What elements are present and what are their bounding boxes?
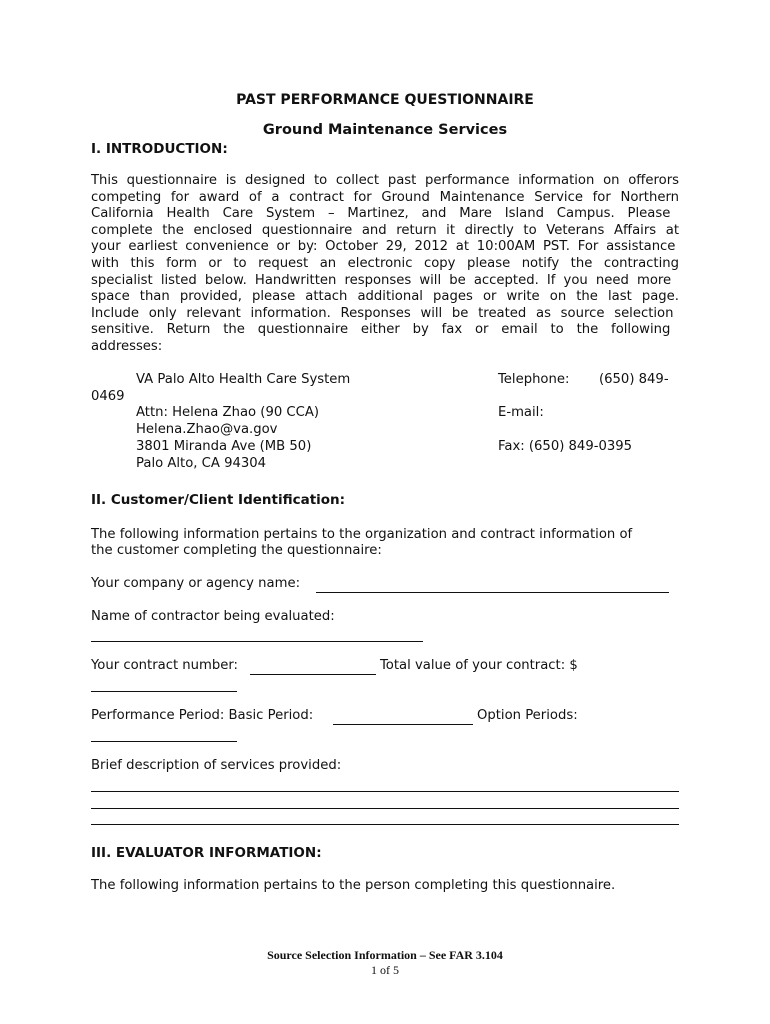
section2-intro-line: The following information pertains to the organization and contract information of [91,527,633,542]
address-attn: Attn: Helena Zhao (90 CCA) [136,405,319,420]
option-periods-label: Option Periods: [477,708,578,723]
company-name-label: Your company or agency name: [91,576,301,591]
services-description-line[interactable] [91,824,679,825]
section-heading-introduction: I. INTRODUCTION: [91,141,228,157]
telephone-wrap: 0469 [91,389,125,404]
intro-line: complete the enclosed questionnaire and return it directly to Veterans Affairs at [91,222,679,238]
intro-line: Include only relevant information. Responses will be treated as source selection [91,305,674,321]
services-description-line[interactable] [91,808,679,809]
performance-period-label: Performance Period: Basic Period: [91,708,314,723]
page-subtitle: Ground Maintenance Services [262,122,508,138]
basic-period-field[interactable] [333,724,473,725]
intro-paragraph [91,173,679,356]
total-value-label: Total value of your contract: $ [380,658,578,673]
telephone-label: Telephone: [498,372,570,387]
services-description-label: Brief description of services provided: [91,758,342,773]
email-label: E-mail: [498,405,544,420]
footer-source-selection: Source Selection Information – See FAR 3.104 [267,948,503,962]
intro-line: addresses: [91,338,163,354]
fax-number: Fax: (650) 849-0395 [498,439,633,454]
total-value-field[interactable] [91,691,237,692]
section-heading-customer: II. Customer/Client Identification: [91,492,346,508]
intro-line: with this form or to request an electronic copy please notify the contracting [91,255,679,271]
telephone-value: (650) 849- [599,372,669,387]
section3-intro: The following information pertains to the person completing this questionnaire. [91,878,616,893]
company-name-field[interactable] [316,592,669,593]
intro-line: competing for award of a contract for Ground Maintenance Service for Northern [91,189,679,205]
address-org: VA Palo Alto Health Care System [136,372,351,387]
option-periods-field[interactable] [91,741,237,742]
contractor-name-field[interactable] [91,641,423,642]
contract-number-label: Your contract number: [91,658,238,673]
intro-line: specialist listed below. Handwritten responses will be accepted. If you need more [91,272,672,288]
address-street: 3801 Miranda Ave (MB 50) [136,439,312,454]
contract-number-field[interactable] [250,674,376,675]
page-title: PAST PERFORMANCE QUESTIONNAIRE [236,92,534,108]
intro-line: space than provided, please attach additional pages or write on the last page. [91,289,679,305]
intro-line: sensitive. Return the questionnaire either by fax or email to the following [91,322,671,338]
address-city: Palo Alto, CA 94304 [136,456,267,471]
address-email: Helena.Zhao@va.gov [136,422,278,437]
services-description-line[interactable] [91,791,679,792]
section2-intro-line: the customer completing the questionnaire: [91,543,382,558]
section-heading-evaluator: III. EVALUATOR INFORMATION: [91,845,322,861]
footer-page-number: 1 of 5 [371,963,399,977]
intro-line: California Health Care System – Martinez, and Mare Island Campus. Please [91,206,671,222]
intro-line: This questionnaire is designed to collect past performance information on offerors [91,173,679,188]
contractor-name-label: Name of contractor being evaluated: [91,609,335,624]
intro-line: your earliest convenience or by: October 29, 2012 at 10:00AM PST. For assistance [91,239,676,255]
